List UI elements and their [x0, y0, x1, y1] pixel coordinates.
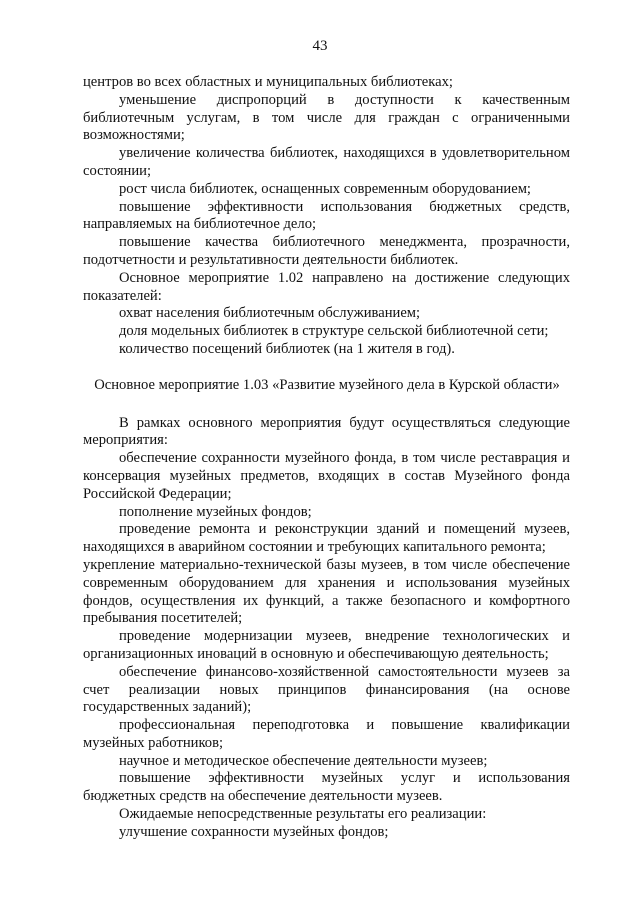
paragraph: повышение эффективности музейных услуг и использования бюджетных средств на обеспечение деятельности музеев. [83, 770, 570, 805]
paragraph: обеспечение сохранности музейного фонда, в том числе реставрация и консервация музейных предметов, входящих в состав Музейного фонда Российской Федерации; [83, 450, 570, 502]
paragraph: уменьшение диспропорций в доступности к качественным библиотечным услугам, в том числе для граждан с ограниченными возможностями; [83, 91, 570, 144]
paragraph: проведение ремонта и реконструкции зданий и помещений музеев, находящихся в аварийном состоянии и требующих капитального ремонта; [83, 521, 570, 556]
paragraph: Ожидаемые непосредственные результаты его реализации: [119, 806, 487, 823]
paragraph: Основное мероприятие 1.02 направлено на достижение следующих показателей: [83, 269, 570, 304]
paragraph: научное и методическое обеспечение деятельности музеев; [119, 752, 488, 769]
paragraphs-before [83, 74, 570, 359]
paragraph: центров во всех областных и муниципальных библиотеках; [83, 74, 453, 90]
paragraph: улучшение сохранности музейных фондов; [119, 823, 389, 840]
paragraph: проведение модернизации музеев, внедрение технологических и организационных иноваций в основную и обеспечивающую деятельность; [83, 628, 570, 662]
paragraph: рост числа библиотек, оснащенных современным оборудованием; [119, 180, 531, 197]
paragraph: повышение эффективности использования бюджетных средств, направляемых на библиотечное дело; [83, 198, 570, 233]
paragraph: количество посещений библиотек (на 1 жителя в год). [119, 340, 455, 357]
section-heading: Основное мероприятие 1.03 «Развитие музейного дела в Курской области» [94, 376, 560, 393]
paragraph: охват населения библиотечным обслуживанием; [119, 305, 421, 322]
paragraph: доля модельных библиотек в структуре сельской библиотечной сети; [119, 323, 549, 340]
page-number: 43 [312, 38, 328, 54]
paragraph: повышение качества библиотечного менеджмента, прозрачности, подотчетности и результативности деятельности библиотек. [83, 234, 570, 268]
document-body [83, 74, 570, 842]
paragraph: увеличение количества библиотек, находящихся в удовлетворительном состоянии; [83, 145, 570, 179]
paragraph: пополнение музейных фондов; [119, 503, 312, 520]
paragraph: обеспечение финансово-хозяйственной самостоятельности музеев за счет реализации новых принципов финансирования (на основе государственных заданий); [83, 663, 570, 716]
paragraph: укрепление материально-технической базы музеев, в том числе обеспечение современным оборудованием для хранения и использования музейных фондов, осуществления их функций, а также безопасного и комфортного пребывания посетителей; [83, 556, 570, 627]
paragraph: профессиональная переподготовка и повышение квалификации музейных работников; [83, 717, 570, 751]
paragraphs-after [83, 415, 570, 842]
paragraph: В рамках основного мероприятия будут осуществляться следующие мероприятия: [83, 414, 570, 449]
